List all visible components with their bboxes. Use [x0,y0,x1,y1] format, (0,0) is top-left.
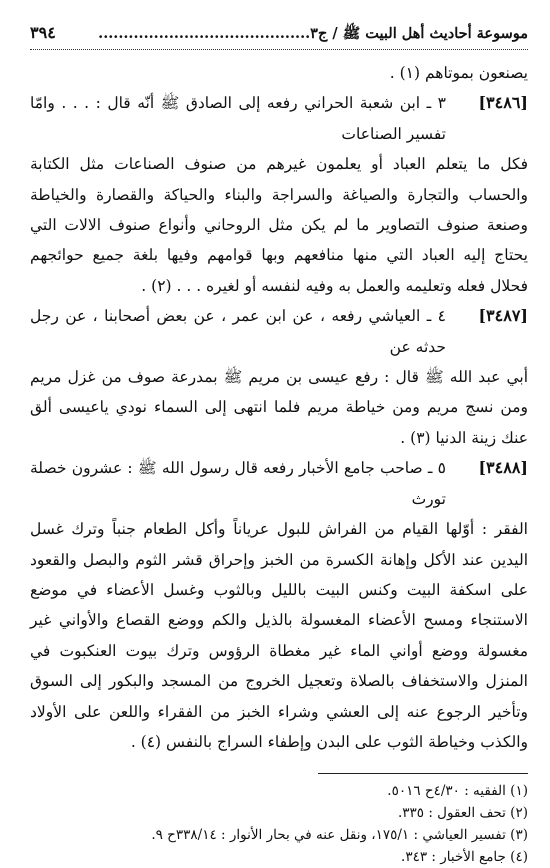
footnote: (٤) جامع الأخبار : ٣٤٣. [401,849,528,866]
book-title [98,23,528,45]
hadith-first-line: ٤ ـ العياشي رفعه ، عن ابن عمر ، عن بعض أصحابنا ، عن رجل حدثه عن [30,307,446,356]
hadith-3487-head [30,301,528,362]
document-page [30,22,528,868]
footnote-divider [318,773,528,774]
hadith-3486-head [30,88,528,149]
book-title-text: موسوعة أحاديث أهل البيت ﷺ / ج٣ [310,25,528,42]
hadith-body: أبي عبد الله ﷺ قال : رفع عيسى بن مريم ﷺ بمدرعة صوف من غزل مريم ومن نسج مريم ومن خياطة مريم فلما انتهى إلى السماء نودي ياعيسى ألق عنك زينة الدنيا (٣) . [30,368,528,447]
hadith-3486 [30,88,528,301]
page-number: ٣٩٤ [30,23,56,42]
hadith-3488-head [30,453,528,514]
hadith-body: الفقر : أوّلها القيام من الفراش للبول عرياناً وأكل الطعام جنباً وترك غسل اليدين عند الأكل وإهانة الكسرة من الخبز وإحراق قشر الثوم والبصل والقعود على اسكفة البيت وكنس البيت بالليل وبالثوب وغسل الأعضاء في موضع الاستنجاء ومسح الأعضاء المغسولة بالذيل والكم ووضع القصاع والأواني غير مغسولة ووضع أواني الماء غير مغطاة الرؤوس وترك بيوت العنكبوت في المنزل والاستخفاف بالصلاة وتعجيل الخروج من المسجد والبكور إلى السوق وتأخير الرجوع عنه إلى العشي وشراء الخبز من الفقراء واللعن على الأولاد والكذب وخياطة الثوب على البدن وإطفاء السراج بالنفس (٤) . [30,520,528,751]
running-header [30,22,528,50]
hadith-3487 [30,301,528,453]
hadith-first-line: ٥ ـ صاحب جامع الأخبار رفعه قال رسول الله ﷺ : عشرون خصلة تورث [30,459,446,508]
header-dots: .......................................... [98,25,311,42]
main-text [30,58,528,757]
hadith-number: [٣٤٨٦] [478,93,528,113]
hadith-number: [٣٤٨٨] [478,458,528,478]
footnote: (٣) تفسير العياشي : ١٧٥/١، ونقل عنه في بحار الأنوار : ٣٣٨/١٤ح ٩. [151,827,528,844]
hadith-body: فكل ما يتعلم العباد أو يعلمون غيرهم من صنوف الصناعات مثل الكتابة والحساب والتجارة والصياغة والسراجة والبناء والحياكة والقصارة والخياطة وصنعة صنوف التصاوير ما لم يكن مثل الروحاني وأنواع صنوف الالات التي يحتاج إليه العباد التي منها منافعهم وبها قوامهم وفيها بلغة جميع حوائجهم فحلال فعله وتعليمه والعمل به وفيه لنفسه أو لغيره . . . (٢) . [30,155,528,295]
opening-line: يصنعون بموتاهم (١) . [389,64,528,82]
hadith-first-line: ٣ ـ ابن شعبة الحراني رفعه إلى الصادق ﷺ أنّه قال : . . . وامّا تفسير الصناعات [30,94,446,143]
footnote: (٢) تحف العقول : ٣٣٥. [397,805,528,822]
hadith-number: [٣٤٨٧] [478,306,528,326]
hadith-3488 [30,453,528,757]
footnote: (١) الفقيه : ٤/٣٠ح ٥٠١٦. [387,783,528,800]
footnotes [30,780,528,868]
